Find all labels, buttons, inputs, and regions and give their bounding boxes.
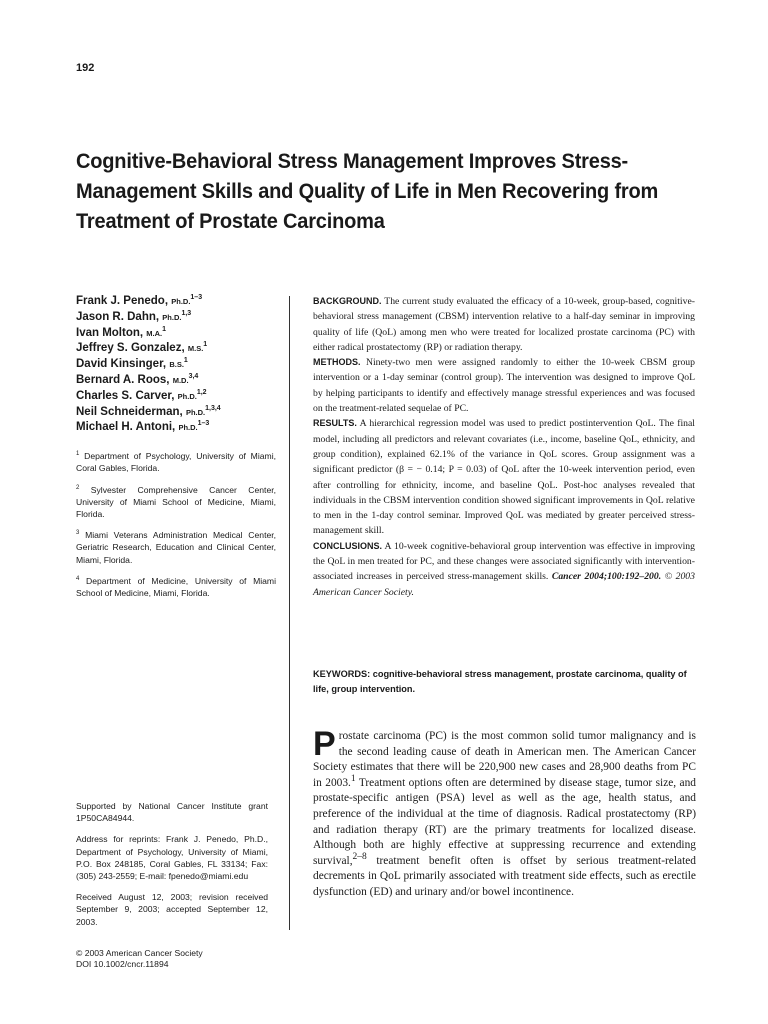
reprint-address-note: Address for reprints: Frank J. Penedo, Ph.D., Department of Psychology, University of Miami, P.O. Box 248185, Coral Gables, FL 33134; Fax: (305) 243-2559; E-mail: fpenedo@miami.edu xyxy=(76,834,268,882)
abstract-conclusions: CONCLUSIONS. A 10-week cognitive-behavioral group intervention was effective in improving the QoL in men treated for PC, and these changes were associated significantly with intervention-associated increases in perceived stress-management skills. Cancer 2004;100:192–200. © 2003 American Cancer Society. xyxy=(313,540,695,598)
drop-cap: P xyxy=(313,725,336,763)
section-label: BACKGROUND. xyxy=(313,296,382,306)
copyright-line: © 2003 American Cancer Society xyxy=(76,948,203,958)
author-item: Jason R. Dahn, Ph.D.$^{1,3}$ xyxy=(76,309,192,323)
abstract-results: RESULTS. A hierarchical regression model was used to predict postintervention QoL. The final model, including all predictors and relevant covariates (i.e., income, baseline QoL, ethnicity, and group condition), explained 62.1% of the variance in QoL scores. Group assignment was a significant predictor (β = − 0.14; P = 0.03) of QoL after the 10-week intervention period, even after controlling for ethnicity, income, and baseline QoL. Post-hoc analyses revealed that individuals in the CBSM intervention condition showed significant improvements in QoL relative to men in the 1-day control seminar. Improved QoL was mediated by greater perceived stress-management skill. xyxy=(313,418,695,537)
received-dates-note: Received August 12, 2003; revision received September 9, 2003; accepted September 12, 2003. xyxy=(76,892,268,927)
page-number: 192 xyxy=(76,62,95,74)
copyright-block xyxy=(76,948,276,970)
author-item: Jeffrey S. Gonzalez, M.S.$^1$ xyxy=(76,341,208,355)
abstract-background: BACKGROUND. The current study evaluated the efficacy of a 10-week, group-based, cognitive-behavioral stress management (CBSM) intervention relative to a half-day seminar in improving quality of life (QoL) among men who were treated for localized prostate carcinoma (PC) with either radical prostatectomy (RP) or radiation therapy. xyxy=(313,296,695,353)
journal-citation: Cancer 2004;100:192–200. xyxy=(551,571,662,583)
reference-marker: 1 xyxy=(350,773,356,784)
affiliation-item: $^3$ Miami Veterans Administration Medical Center, Geriatric Research, Education and Clinical Center, Miami, Florida. xyxy=(76,530,277,565)
affiliation-list xyxy=(76,450,276,599)
reference-marker: 2–8 xyxy=(352,851,367,862)
section-label: RESULTS. xyxy=(313,418,357,429)
author-column xyxy=(76,294,276,608)
grant-support-note: Supported by National Cancer Institute grant 1P50CA84944. xyxy=(76,801,268,824)
article-footnotes xyxy=(76,800,268,937)
section-label: CONCLUSIONS. xyxy=(313,540,383,551)
author-item: Ivan Molton, M.A.$^1$ xyxy=(76,325,167,339)
author-item: Frank J. Penedo, Ph.D.$^{1-3}$ xyxy=(76,294,203,307)
abstract xyxy=(313,294,695,600)
author-item: Neil Schneiderman, Ph.D.$^{1,3,4}$ xyxy=(76,404,221,418)
doi-line: DOI 10.1002/cncr.11894 xyxy=(76,959,169,969)
author-item: Charles S. Carver, Ph.D.$^{1,2}$ xyxy=(76,388,207,402)
keywords: KEYWORDS: cognitive-behavioral stress management, prostate carcinoma, quality of life, group intervention. xyxy=(313,669,687,694)
column-divider xyxy=(289,296,290,930)
author-item: David Kinsinger, B.S.$^1$ xyxy=(76,357,188,371)
affiliation-item: $^2$ Sylvester Comprehensive Cancer Center, University of Miami School of Medicine, Miami, Florida. xyxy=(76,484,276,519)
author-item: Bernard A. Roos, M.D.$^{3,4}$ xyxy=(76,373,199,386)
affiliation-item: $^1$ Department of Psychology, University of Miami, Coral Gables, Florida. xyxy=(76,451,276,474)
section-label: METHODS. xyxy=(313,357,361,368)
affiliation-item: $^4$ Department of Medicine, University of Miami School of Medicine, Miami, Florida. xyxy=(76,575,276,598)
abstract-methods: METHODS. Ninety-two men were assigned randomly to either the 10-week CBSM group intervention or a 1-day seminar (control group). The intervention was designed to improve QoL by helping participants to identify and effectively manage stressful experiences and was focused on the treatment-related sequelae of PC. xyxy=(313,357,695,415)
article-title: Cognitive-Behavioral Stress Management Improves Stress-Management Skills and Quality of Life in Men Recovering from Treatment of Prostate Carcinoma xyxy=(76,149,659,233)
author-item: Michael H. Antoni, Ph.D.$^{1-3}$ xyxy=(76,420,210,434)
author-list xyxy=(76,294,276,436)
body-paragraph: Prostate carcinoma (PC) is the most common solid tumor malignancy and is the second leading cause of death in American men. The American Cancer Society estimates that there will be 220,900 new cases and 28,900 deaths from PC in 2003.$^1$ Treatment options often are determined by disease stage, tumor size, and prostate-specific antigen (PSA) level as well as the age, health status, and preference of the individual at the time of diagnosis. Radical prostatectomy (RP) and radiation therapy (RT) are the primary treatments for localized disease. Although both are highly effective at suppressing recurrence and extending survival,$^{2-8}$ treatment benefit often is offset by serious treatment-related decrements in QoL primarily associated with treatment side effects, such as erectile dysfunction (ED) and urinary and/or bowel incontinence. xyxy=(313,725,696,898)
